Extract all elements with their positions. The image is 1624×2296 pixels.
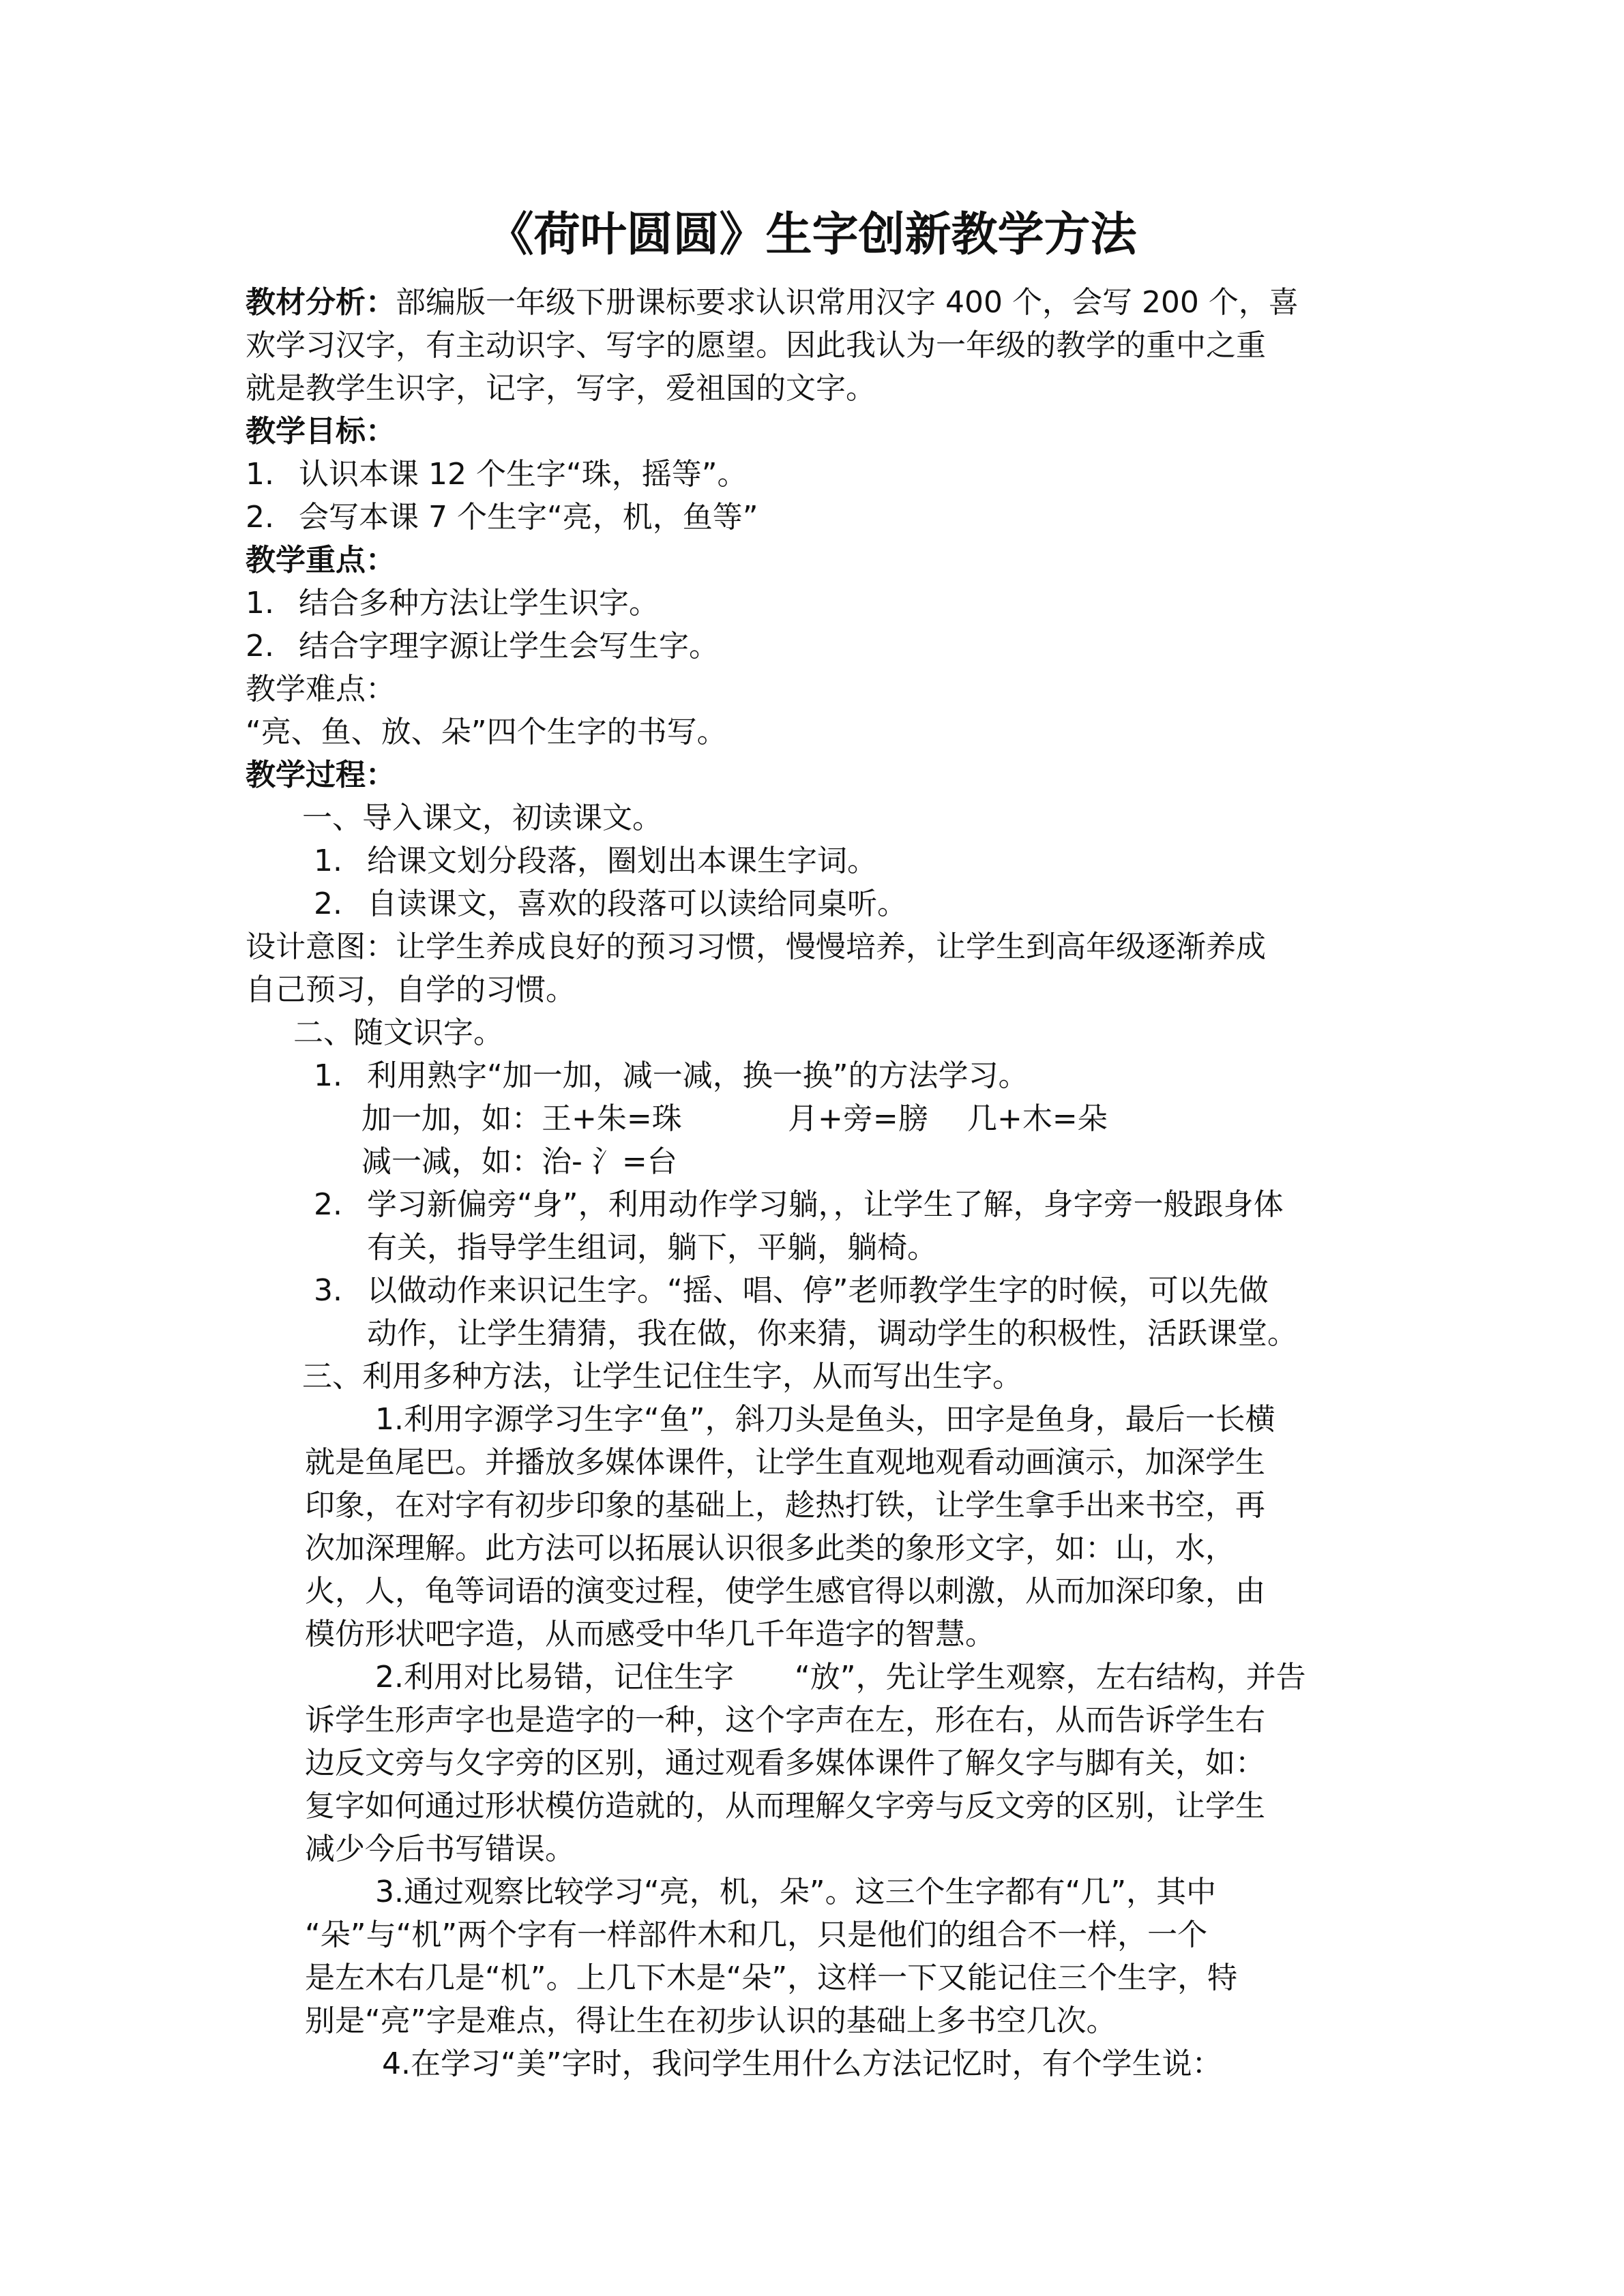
design-intent-line-2: 自己预习，自学的习惯。: [246, 972, 576, 1007]
section-2-title: 二、随文识字。: [293, 1015, 503, 1050]
section-2-item-continued: 有关，指导学生组词，躺下，平躺，躺椅。: [367, 1230, 937, 1265]
key-points-heading: 教学重点：: [246, 543, 396, 578]
paragraph-line: 复字如何通过形状模仿造就的，从而理解夂字旁与反文旁的区别，让学生: [305, 1789, 1265, 1823]
paragraph-line: 1.利用字源学习生字“鱼”，斜刀头是鱼头，田字是鱼身，最后一长横: [375, 1402, 1275, 1437]
goal-item: 1. 认识本课 12 个生字“珠，摇等”。: [246, 457, 748, 492]
design-intent-line-1: 设计意图：让学生养成良好的预习习惯，慢慢培养，让学生到高年级逐渐养成: [246, 929, 1266, 964]
paragraph-line: 是左木右几是“机”。上几下木是“朵”，这样一下又能记住三个生字，特: [305, 1960, 1238, 1995]
add-example-c: 几+木=朵: [967, 1101, 1108, 1136]
goals-heading: 教学目标：: [246, 414, 396, 449]
goal-item: 2. 会写本课 7 个生字“亮，机，鱼等”: [246, 500, 758, 535]
key-point-item: 2. 结合字理字源让学生会写生字。: [246, 629, 719, 664]
paragraph-line: 诉学生形声字也是造字的一种，这个字声在左，形在右，从而告诉学生右: [305, 1703, 1265, 1738]
analysis-line-2: 欢学习汉字，有主动识字、写字的愿望。因此我认为一年级的教学的重中之重: [246, 328, 1266, 363]
paragraph-line: “朵”与“机”两个字有一样部件木和几，只是他们的组合不一样，一个: [305, 1918, 1208, 1952]
paragraph-line: 别是“亮”字是难点，得让生在初步认识的基础上多书空几次。: [305, 2003, 1117, 2038]
section-2-item: 1. 利用熟字“加一加，减一减，换一换”的方法学习。: [314, 1058, 1029, 1093]
paragraph-line: 就是鱼尾巴。并播放多媒体课件，让学生直观地观看动画演示，加深学生: [305, 1445, 1265, 1480]
section-2-item: 3. 以做动作来识记生字。“摇、唱、停”老师教学生字的时候，可以先做: [314, 1273, 1269, 1308]
section-2-item: 2. 学习新偏旁“身”，利用动作学习躺，，让学生了解，身字旁一般跟身体: [314, 1187, 1284, 1222]
analysis-line-3: 就是教学生识字，记字，写字，爱祖国的文字。: [246, 371, 876, 406]
section-2-item-continued: 动作，让学生猜猜，我在做，你来猜，调动学生的积极性，活跃课堂。: [367, 1316, 1297, 1351]
paragraph-line: 3.通过观察比较学习“亮，机，朵”。这三个生字都有“几”，其中: [375, 1875, 1217, 1909]
paragraph-line: 模仿形状吧字造，从而感受中华几千年造字的智慧。: [305, 1617, 995, 1652]
paragraph-line: 减少今后书写错误。: [305, 1832, 575, 1866]
paragraph-line: 次加深理解。此方法可以拓展认识很多此类的象形文字，如：山，水，: [305, 1531, 1235, 1566]
subtract-example: 减一减，如：治- 氵=台: [361, 1144, 677, 1179]
add-example: 加一加，如：王+朱=珠: [361, 1101, 682, 1136]
process-heading: 教学过程：: [246, 758, 396, 792]
paragraph-line: 4.在学习“美”字时，我问学生用什么方法记忆时，有个学生说：: [382, 2046, 1222, 2081]
paragraph-line: 2.利用对比易错，记住生字: [375, 1660, 734, 1695]
add-example-b: 月+旁=膀: [788, 1101, 928, 1136]
analysis-line-1: [246, 282, 1299, 324]
paragraph-line: 印象，在对字有初步印象的基础上，趁热打铁，让学生拿手出来书空，再: [305, 1488, 1265, 1523]
paragraph-line: 火，人，龟等词语的演变过程，使学生感官得以刺激，从而加深印象，由: [305, 1574, 1265, 1609]
difficulty-text: “亮、鱼、放、朵”四个生字的书写。: [246, 715, 727, 749]
section-1-item: 1. 给课文划分段落，圈划出本课生字词。: [314, 844, 877, 878]
section-1-title: 一、导入课文，初读课文。: [302, 801, 662, 835]
page-title: 《荷叶圆圆》生字创新教学方法: [487, 208, 1137, 262]
key-point-item: 1. 结合多种方法让学生识字。: [246, 586, 659, 621]
difficulty-heading: 教学难点：: [246, 672, 396, 706]
section-3-title: 三、利用多种方法，让学生记住生字，从而写出生字。: [302, 1359, 1022, 1394]
paragraph-line: 边反文旁与夂字旁的区别，通过观看多媒体课件了解夂字与脚有关，如：: [305, 1746, 1265, 1780]
paragraph-line: “放”，先让学生观察，左右结构，并告: [795, 1660, 1306, 1695]
section-1-item: 2. 自读课文，喜欢的段落可以读给同桌听。: [314, 886, 907, 921]
analysis-text: 部编版一年级下册课标要求认识常用汉字 400 个，会写 200 个，喜: [396, 285, 1299, 320]
analysis-label: 教材分析：: [246, 285, 396, 320]
